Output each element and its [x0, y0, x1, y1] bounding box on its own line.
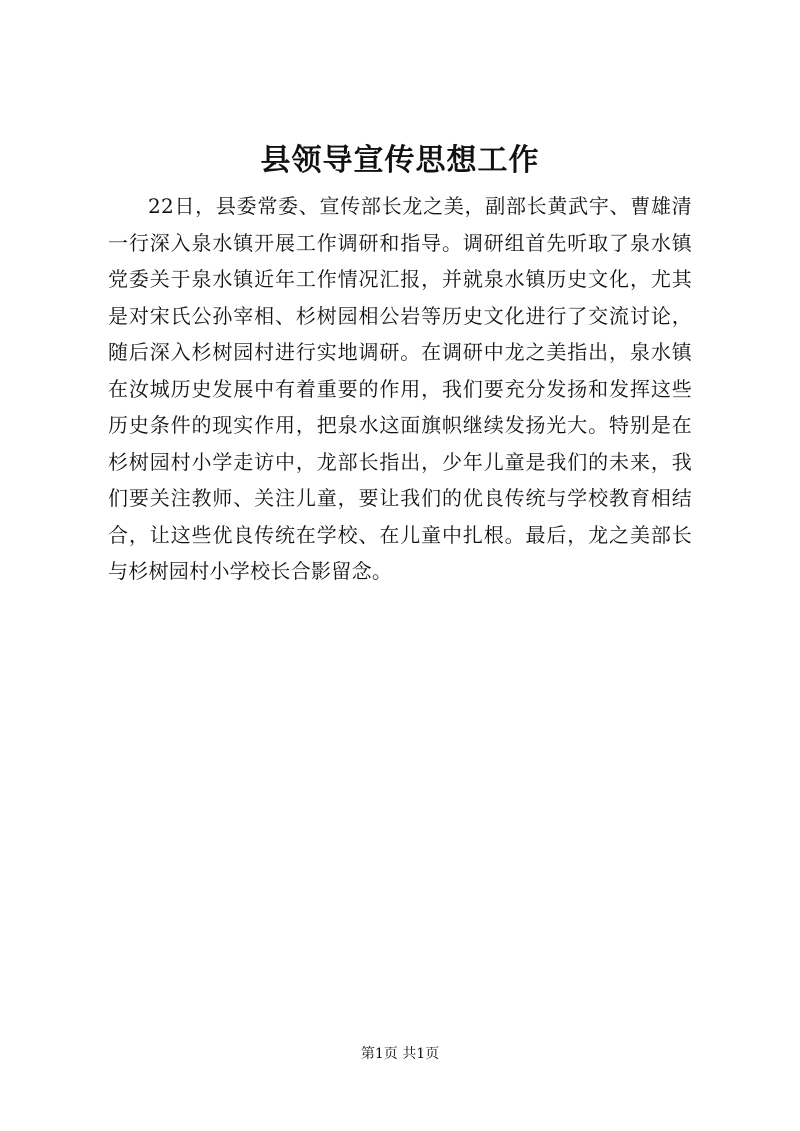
- page-title: 县领导宣传思想工作: [260, 143, 540, 178]
- page-footer: 第1页 共1页: [360, 1046, 440, 1062]
- body-paragraph: 22日，县委常委、宣传部长龙之美，副部长黄武宇、曹雄清一行深入泉水镇开展工作调研和指导。调研组首先听取了泉水镇党委关于泉水镇近年工作情况汇报，并就泉水镇历史文化，尤其是对宋氏公孙宰相、杉树园相公岩等历史文化进行了交流讨论，随后深入杉树园村进行实地调研。在调研中龙之美指出，泉水镇在汝城历史发展中有着重要的作用，我们要充分发扬和发挥这些历史条件的现实作用，把泉水这面旗帜继续发扬光大。特别是在杉树园村小学走访中，龙部长指出，少年儿童是我们的未来，我们要关注教师、关注儿童，要让我们的优良传统与学校教育相结合，让这些优良传统在学校、在儿童中扎根。最后，龙之美部长与杉树园村小学校长合影留念。: [108, 194, 692, 583]
